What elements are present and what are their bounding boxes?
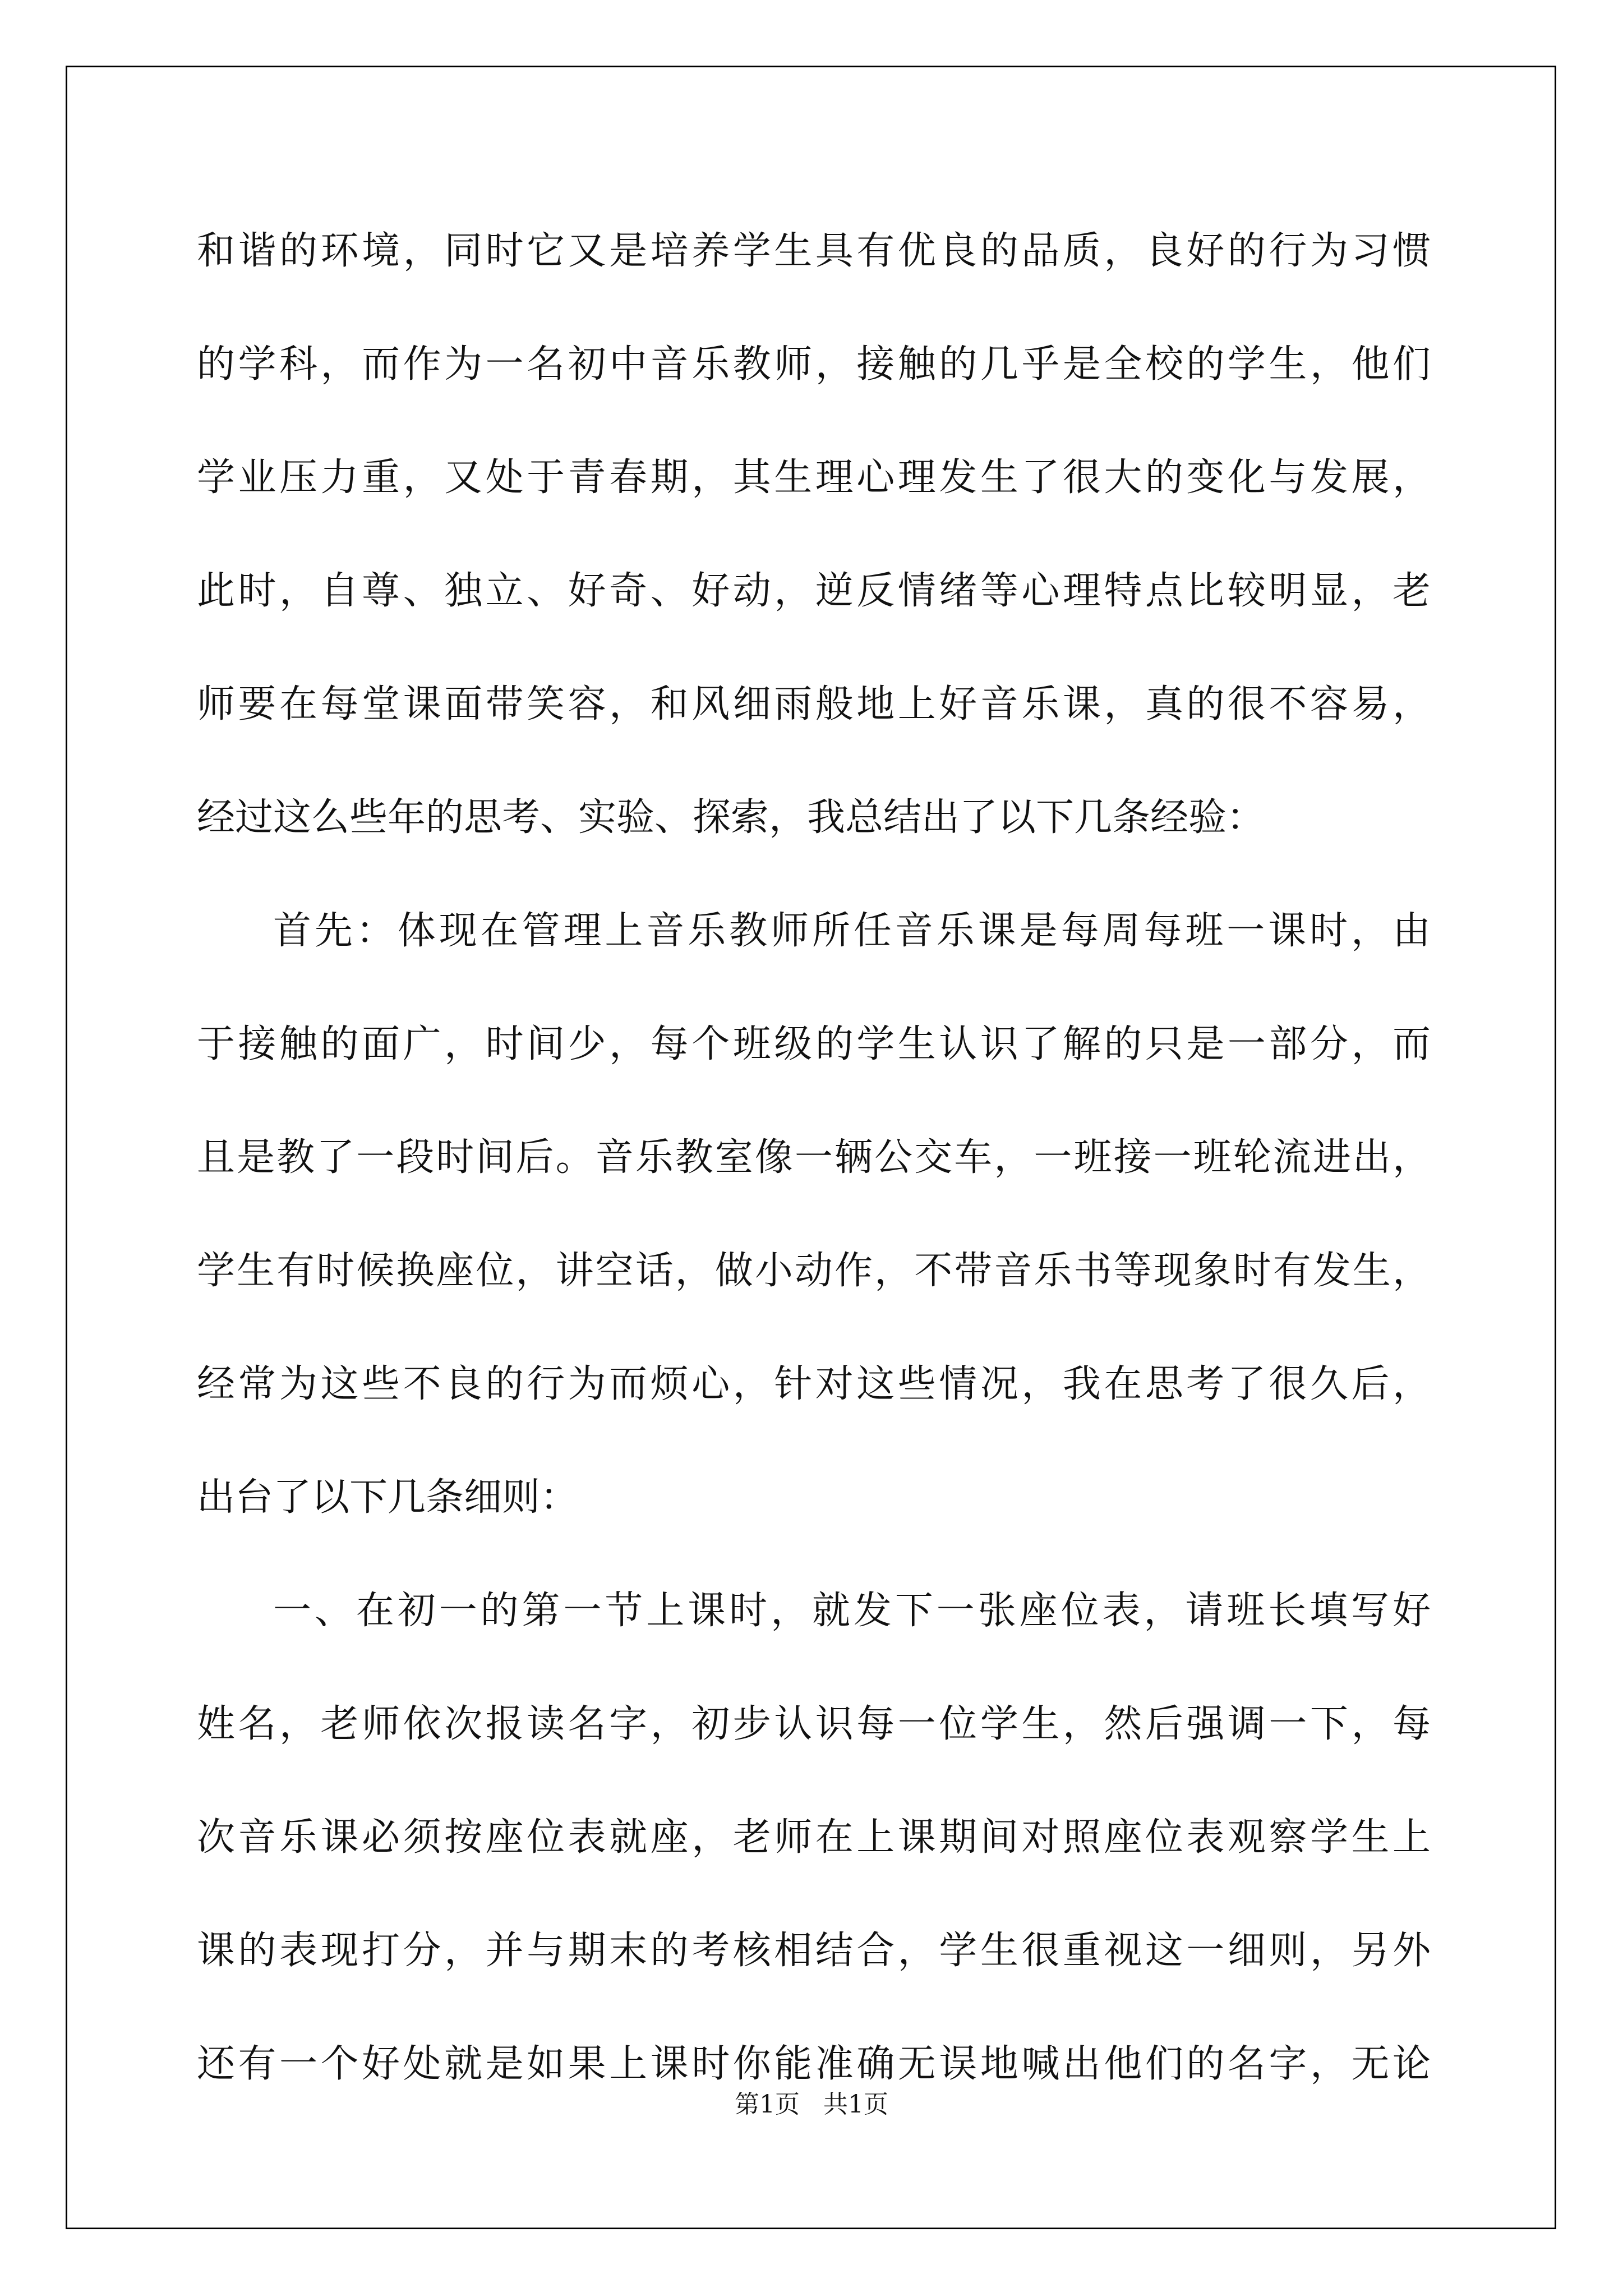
text-line-8: 于接触的面广，时间少，每个班级的学生认识了解的只是一部分，而 xyxy=(197,1022,1431,1066)
text-line-4: 此时，自尊、独立、好奇、好动，逆反情绪等心理特点比较明显，老 xyxy=(197,569,1431,613)
paragraph-start-line-13: 一、在初一的第一节上课时，就发下一张座位表，请班长填写好 xyxy=(273,1589,1431,1633)
text-line-2: 的学科，而作为一名初中音乐教师，接触的几乎是全校的学生，他们 xyxy=(197,342,1431,386)
text-line-12: 出台了以下几条细则： xyxy=(197,1475,579,1520)
page-footer-label: 第1页 共1页 xyxy=(735,2090,888,2119)
document-body xyxy=(197,218,1431,2144)
text-line-17: 还有一个好处就是如果上课时你能准确无误地喊出他们的名字，无论 xyxy=(197,2042,1431,2086)
text-line-1: 和谐的环境，同时它又是培养学生具有优良的品质，良好的行为习惯 xyxy=(197,229,1431,273)
text-line-6: 经过这么些年的思考、实验、探索，我总结出了以下几条经验： xyxy=(197,795,1265,840)
text-line-14: 姓名，老师依次报读名字，初步认识每一位学生，然后强调一下，每 xyxy=(197,1702,1431,1746)
text-line-15: 次音乐课必须按座位表就座，老师在上课期间对照座位表观察学生上 xyxy=(197,1815,1431,1860)
text-line-9: 且是教了一段时间后。音乐教室像一辆公交车，一班接一班轮流进出， xyxy=(197,1135,1431,1180)
text-line-5: 师要在每堂课面带笑容，和风细雨般地上好音乐课，真的很不容易， xyxy=(197,682,1431,726)
text-line-10: 学生有时候换座位，讲空话，做小动作，不带音乐书等现象时有发生， xyxy=(197,1249,1431,1293)
paragraph-start-line-7: 首先：体现在管理上音乐教师所任音乐课是每周每班一课时，由 xyxy=(273,909,1431,953)
text-line-3: 学业压力重，又处于青春期，其生理心理发生了很大的变化与发展， xyxy=(197,455,1431,500)
text-line-16: 课的表现打分，并与期末的考核相结合，学生很重视这一细则，另外 xyxy=(197,1929,1431,1973)
text-line-11: 经常为这些不良的行为而烦心，针对这些情况，我在思考了很久后， xyxy=(197,1362,1431,1406)
